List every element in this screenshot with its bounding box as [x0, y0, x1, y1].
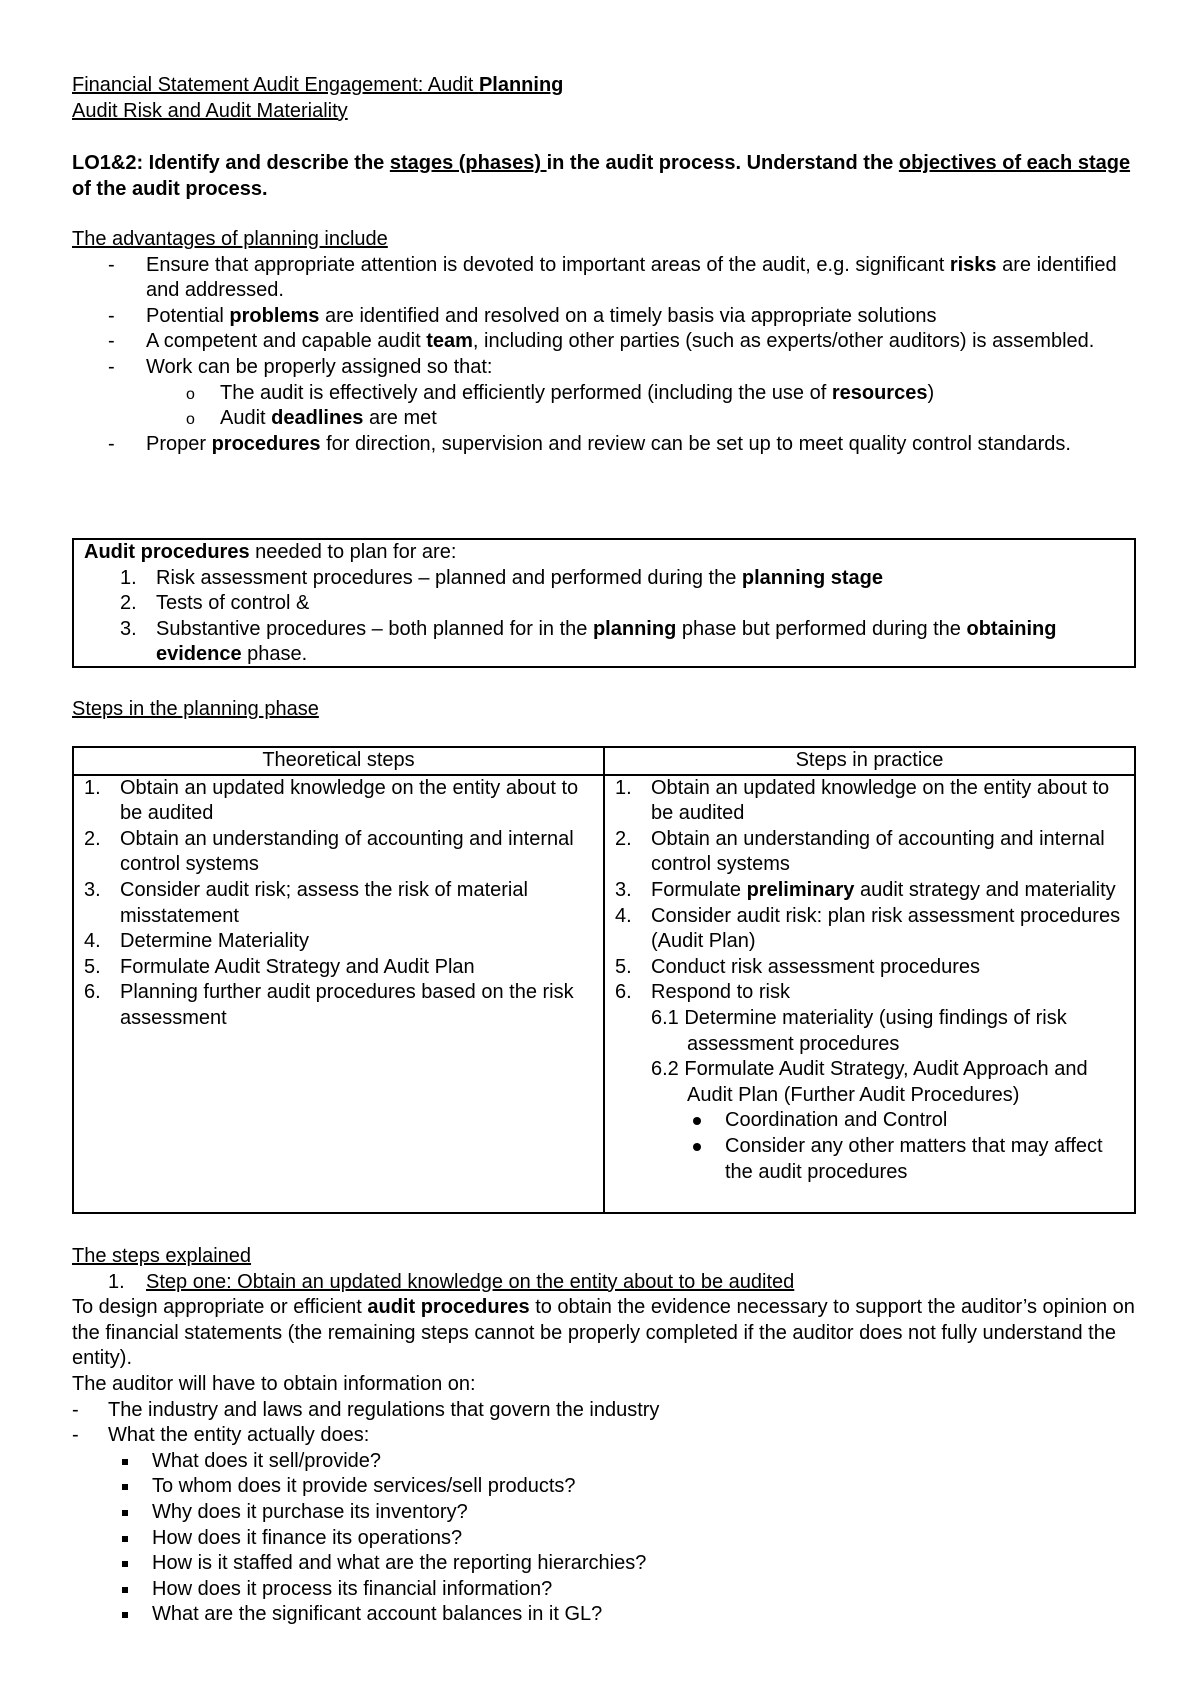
title-line-1: Financial Statement Audit Engagement: Audit Planning [72, 74, 564, 96]
list-item: Coordination and Control [613, 1108, 1126, 1134]
list-item: 3. Consider audit risk; assess the risk of material misstatement [84, 878, 528, 927]
list-item: - Ensure that appropriate attention is devoted to important areas of the audit, e.g. significant risks are identified and addressed. [72, 253, 1136, 304]
list-item: - Proper procedures for direction, supervision and review can be set up to meet quality control standards. [72, 432, 1136, 458]
questions-list [72, 1449, 1136, 1628]
list-item: - What the entity actually does: [72, 1423, 1136, 1449]
col-header-practice: Steps in practice [604, 747, 1135, 775]
list-item: - The industry and laws and regulations that govern the industry [72, 1398, 1136, 1424]
advantages-heading: The advantages of planning include [72, 228, 388, 250]
list-item: 3. Substantive procedures – both planned for in the planning phase but performed during the obtaining evidence phase. [120, 617, 1057, 666]
theoretical-cell [73, 775, 604, 1213]
list-item: 2. Tests of control & [120, 592, 310, 615]
list-item: 2. Obtain an understanding of accounting and internal control systems [84, 827, 574, 876]
steps-explained-heading: The steps explained [72, 1245, 252, 1267]
box-heading: Audit procedures needed to plan for are: [84, 541, 457, 563]
sub-step-6-2: 6.2 Formulate Audit Strategy, Audit Approach and Audit Plan (Further Audit Procedures) [651, 1058, 1088, 1106]
steps-explained-section [72, 1244, 1136, 1628]
list-item: - Potential problems are identified and resolved on a timely basis via appropriate solutions [72, 304, 1136, 330]
practice-steps-list [613, 776, 1126, 1006]
list-item: How is it staffed and what are the reporting hierarchies? [72, 1551, 1136, 1577]
list-item: Consider any other matters that may affect the audit procedures [613, 1134, 1126, 1185]
steps-heading: Steps in the planning phase [72, 698, 319, 720]
table-row [73, 775, 1135, 1213]
bullet-list [613, 1108, 1126, 1185]
list-item: 6. Respond to risk [615, 981, 790, 1004]
learning-objective: LO1&2: Identify and describe the stages (phases) in the audit process. Understand the objectives of each stage of the audit process. [72, 152, 1131, 200]
procedures-list [84, 566, 1126, 668]
list-item: What does it sell/provide? [72, 1449, 1136, 1475]
list-item: o Audit deadlines are met [146, 406, 1136, 432]
steps-table-block [72, 746, 1136, 1214]
list-item: - Work can be properly assigned so that: o The audit is effectively and efficiently performed (including the use of resources) o Audit deadlines are met [72, 355, 1136, 432]
list-item: 1. Obtain an updated knowledge on the entity about to be audited [615, 776, 1110, 825]
advantages-section [72, 227, 1136, 457]
advantages-list [72, 253, 1136, 458]
steps-table [72, 746, 1136, 1214]
list-item: How does it finance its operations? [72, 1526, 1136, 1552]
list-item: 4. Consider audit risk: plan risk assessment procedures (Audit Plan) [615, 904, 1121, 953]
col-header-theoretical: Theoretical steps [73, 747, 604, 775]
list-item: 1. Obtain an updated knowledge on the entity about to be audited [84, 776, 579, 825]
sub-step-6-1: 6.1 Determine materiality (using findings of risk assessment procedures [651, 1006, 1067, 1055]
list-item: - A competent and capable audit team, including other parties (such as experts/other auditors) is assembled. [72, 329, 1136, 355]
list-item: 4. Determine Materiality [84, 930, 309, 953]
practice-cell [604, 775, 1135, 1213]
document-title [72, 73, 1136, 124]
step-one-title: 1. Step one: Obtain an updated knowledge on the entity about to be audited [108, 1270, 795, 1293]
steps-heading-block [72, 697, 1136, 723]
list-item: What are the significant account balances in it GL? [72, 1602, 1136, 1628]
list-item: 6. Planning further audit procedures based on the risk assessment [84, 981, 574, 1029]
info-intro: The auditor will have to obtain information on: [72, 1372, 476, 1395]
info-list [72, 1398, 1136, 1449]
list-item: 2. Obtain an understanding of accounting and internal control systems [615, 827, 1105, 876]
list-item: 5. Conduct risk assessment procedures [615, 955, 981, 978]
sub-list [146, 381, 1136, 432]
list-item: 1. Risk assessment procedures – planned and performed during the planning stage [120, 566, 884, 589]
audit-procedures-box [72, 538, 1136, 668]
list-item: To whom does it provide services/sell products? [72, 1474, 1136, 1500]
list-item: Why does it purchase its inventory? [72, 1500, 1136, 1526]
list-item: 3. Formulate preliminary audit strategy and materiality [615, 878, 1116, 901]
list-item: 5. Formulate Audit Strategy and Audit Plan [84, 955, 475, 978]
theoretical-steps-list [82, 776, 595, 1032]
table-header-row [73, 747, 1135, 775]
title-line-2: Audit Risk and Audit Materiality [72, 99, 348, 122]
step-one-paragraph: To design appropriate or efficient audit procedures to obtain the evidence necessary to support the auditor’s opinion on the financial statements (the remaining steps cannot be properly completed if the auditor does not fully understand the entity). [72, 1296, 1135, 1370]
list-item: How does it process its financial information? [72, 1577, 1136, 1603]
list-item: o The audit is effectively and efficiently performed (including the use of resources) [146, 381, 1136, 407]
